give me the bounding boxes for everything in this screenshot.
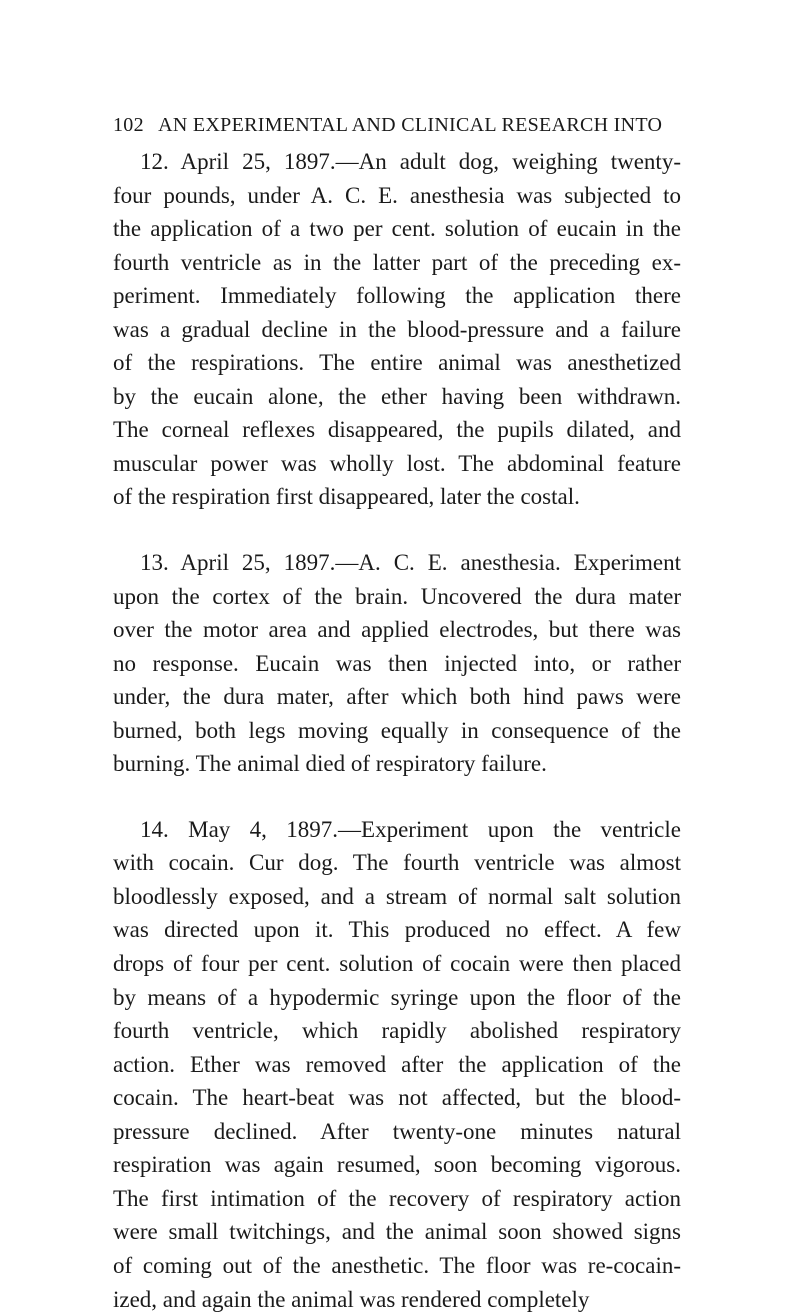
- paragraph-12: [113, 145, 681, 514]
- text-line: upon the cortex of the brain. Uncovered the dura mater: [113, 580, 681, 614]
- text-line: of coming out of the anesthetic. The floor was re-cocain-: [113, 1249, 681, 1283]
- text-line: was a gradual decline in the blood-pressure and a failure: [113, 313, 681, 347]
- text-line: ized, and again the animal was rendered completely: [113, 1283, 681, 1316]
- text-line: under, the dura mater, after which both hind paws were: [113, 680, 681, 714]
- text-line: no response. Eucain was then injected into, or rather: [113, 647, 681, 681]
- paragraph-14: [113, 813, 681, 1316]
- text-line: The first intimation of the recovery of respiratory action: [113, 1182, 681, 1216]
- text-line: by the eucain alone, the ether having been withdrawn.: [113, 380, 681, 414]
- text-line: 13. April 25, 1897.—A. C. E. anesthesia. Experiment: [113, 546, 681, 580]
- text-line: cocain. The heart-beat was not affected, but the blood-: [113, 1081, 681, 1115]
- text-line: 14. May 4, 1897.—Experiment upon the ventricle: [113, 813, 681, 847]
- text-line: burning. The animal died of respiratory failure.: [113, 747, 681, 781]
- text-line: burned, both legs moving equally in consequence of the: [113, 714, 681, 748]
- text-line: with cocain. Cur dog. The fourth ventricle was almost: [113, 846, 681, 880]
- text-line: the application of a two per cent. solution of eucain in the: [113, 212, 681, 246]
- text-line: pressure declined. After twenty-one minutes natural: [113, 1115, 681, 1149]
- text-line: fourth ventricle, which rapidly abolished respiratory: [113, 1014, 681, 1048]
- text-line: muscular power was wholly lost. The abdominal feature: [113, 447, 681, 481]
- text-line: was directed upon it. This produced no effect. A few: [113, 913, 681, 947]
- text-line: were small twitchings, and the animal soon showed signs: [113, 1215, 681, 1249]
- text-line: over the motor area and applied electrodes, but there was: [113, 613, 681, 647]
- body-text: [113, 145, 681, 1316]
- text-line: of the respirations. The entire animal was anesthetized: [113, 346, 681, 380]
- text-line: periment. Immediately following the application there: [113, 279, 681, 313]
- text-line: bloodlessly exposed, and a stream of normal salt solution: [113, 880, 681, 914]
- page-number: 102: [113, 114, 144, 136]
- text-line: by means of a hypodermic syringe upon the floor of the: [113, 981, 681, 1015]
- text-line: 12. April 25, 1897.—An adult dog, weighing twenty-: [113, 145, 681, 179]
- text-line: drops of four per cent. solution of cocain were then placed: [113, 947, 681, 981]
- running-title: AN EXPERIMENTAL AND CLINICAL RESEARCH INTO: [158, 114, 662, 136]
- paragraph-13: [113, 546, 681, 781]
- text-line: fourth ventricle as in the latter part of the preceding ex-: [113, 246, 681, 280]
- text-line: four pounds, under A. C. E. anesthesia was subjected to: [113, 179, 681, 213]
- text-line: respiration was again resumed, soon becoming vigorous.: [113, 1148, 681, 1182]
- text-line: action. Ether was removed after the application of the: [113, 1048, 681, 1082]
- text-line: The corneal reflexes disappeared, the pupils dilated, and: [113, 413, 681, 447]
- running-head: [113, 114, 673, 137]
- text-line: of the respiration first disappeared, later the costal.: [113, 480, 681, 514]
